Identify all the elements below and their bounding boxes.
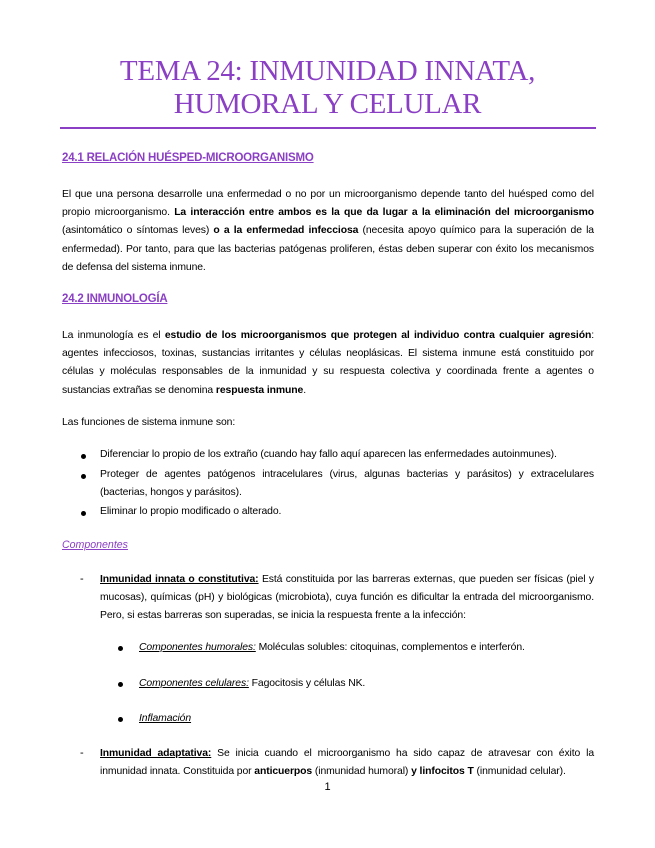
bold-run: respuesta inmune [215, 384, 304, 396]
text-run: La inmunología es el [62, 330, 165, 341]
page-title [60, 55, 595, 121]
section-24-2-paragraph [62, 327, 594, 400]
bold-run: anticuerpos [254, 766, 313, 778]
page-number: 1 [324, 781, 331, 793]
bullet-icon [81, 511, 86, 516]
dash-bullet: - [80, 747, 84, 759]
bullet-icon [81, 454, 86, 459]
bullet-icon [118, 717, 123, 722]
title-divider [60, 127, 596, 129]
humoral-text: Moléculas solubles: citoquinas, complementos e interferón. [255, 642, 525, 653]
text-run: : agentes infecciosos, toxinas, sustancias irritantes y células neoplásicas. El sistema inmune está constituido por células y moléculas responsables de la inmunidad y su respuesta colectiva y coordinada frente a agentes o sustancias extrañas se denomina [62, 330, 594, 396]
bullet-icon [118, 646, 123, 651]
text-run: (inmunidad humoral) [312, 766, 412, 778]
bold-run: estudio de los microorganismos que protegen al individuo contra cualquier agresión [164, 330, 592, 341]
adaptive-immunity-item [100, 745, 594, 781]
functions-intro: Las funciones de sistema inmune son: [62, 417, 236, 428]
bold-run: o a la enfermedad infecciosa [213, 225, 359, 237]
bold-run: La interacción entre ambos es la que da lugar a la eliminación del microorganismo [174, 207, 594, 219]
adaptive-label: Inmunidad adaptativa: [100, 748, 212, 759]
components-heading: Componentes [62, 539, 128, 551]
bold-run: y linfocitos T [411, 766, 474, 778]
text-run: El que una persona desarrolle una enfermedad o no por un microorganismo depende tanto del huésped como del propio microorganismo. [62, 189, 594, 219]
innate-label: Inmunidad innata o constitutiva: [100, 574, 259, 585]
humoral-label: Componentes humorales: [139, 642, 256, 653]
cellular-components-item [139, 675, 594, 693]
cellular-label: Componentes celulares: [139, 678, 249, 689]
bullet-icon [118, 682, 123, 687]
bullet-icon [81, 474, 86, 479]
text-run: Se inicia cuando el microorganismo ha sido capaz de atravesar con éxito la inmunidad innata. Constituida por [100, 748, 594, 778]
function-item: Diferenciar lo propio de los extraño (cuando hay fallo aquí aparecen las enfermedades autoinmunes). [100, 449, 557, 460]
function-item: Eliminar lo propio modificado o alterado. [100, 506, 282, 517]
title-line-2: HUMORAL Y CELULAR [173, 88, 482, 120]
innate-immunity-item [100, 571, 594, 626]
section-heading-24-1: 24.1 RELACIÓN HUÉSPED-MICROORGANISMO [62, 152, 314, 164]
text-run: (necesita apoyo químico para la superación de la enfermedad). Por tanto, para que las bacterias patógenas proliferen, éstas deben superar con éxito los mecanismos de defensa del sistema inmune. [62, 225, 594, 273]
humoral-components-item [139, 639, 594, 657]
inflammation-item [139, 710, 594, 728]
function-item: Proteger de agentes patógenos intracelulares (virus, algunas bacterias y parásitos) y extracelulares (bacterias, hongos y parásitos). [100, 469, 594, 499]
text-run: (inmunidad celular). [473, 766, 566, 778]
inflammation-label: Inflamación [139, 713, 192, 724]
section-heading-24-2: 24.2 INMUNOLOGÍA [62, 293, 168, 305]
text-run: . [303, 384, 307, 396]
section-24-1-paragraph [62, 186, 594, 277]
title-line-1: TEMA 24: INMUNIDAD INNATA, [119, 55, 536, 87]
innate-text: Está constituida por las barreras externas, que pueden ser físicas (piel y mucosas), químicas (pH) y biológicas (microbiota), cuya función es dificultar la entrada del microorganismo. Pero, si estas barreras son superadas, se inicia la respuesta frente a la infección: [100, 574, 594, 622]
cellular-text: Fagocitosis y células NK. [248, 678, 366, 689]
text-run: (asintomático o síntomas leves) [62, 225, 214, 237]
dash-bullet: - [80, 573, 84, 585]
